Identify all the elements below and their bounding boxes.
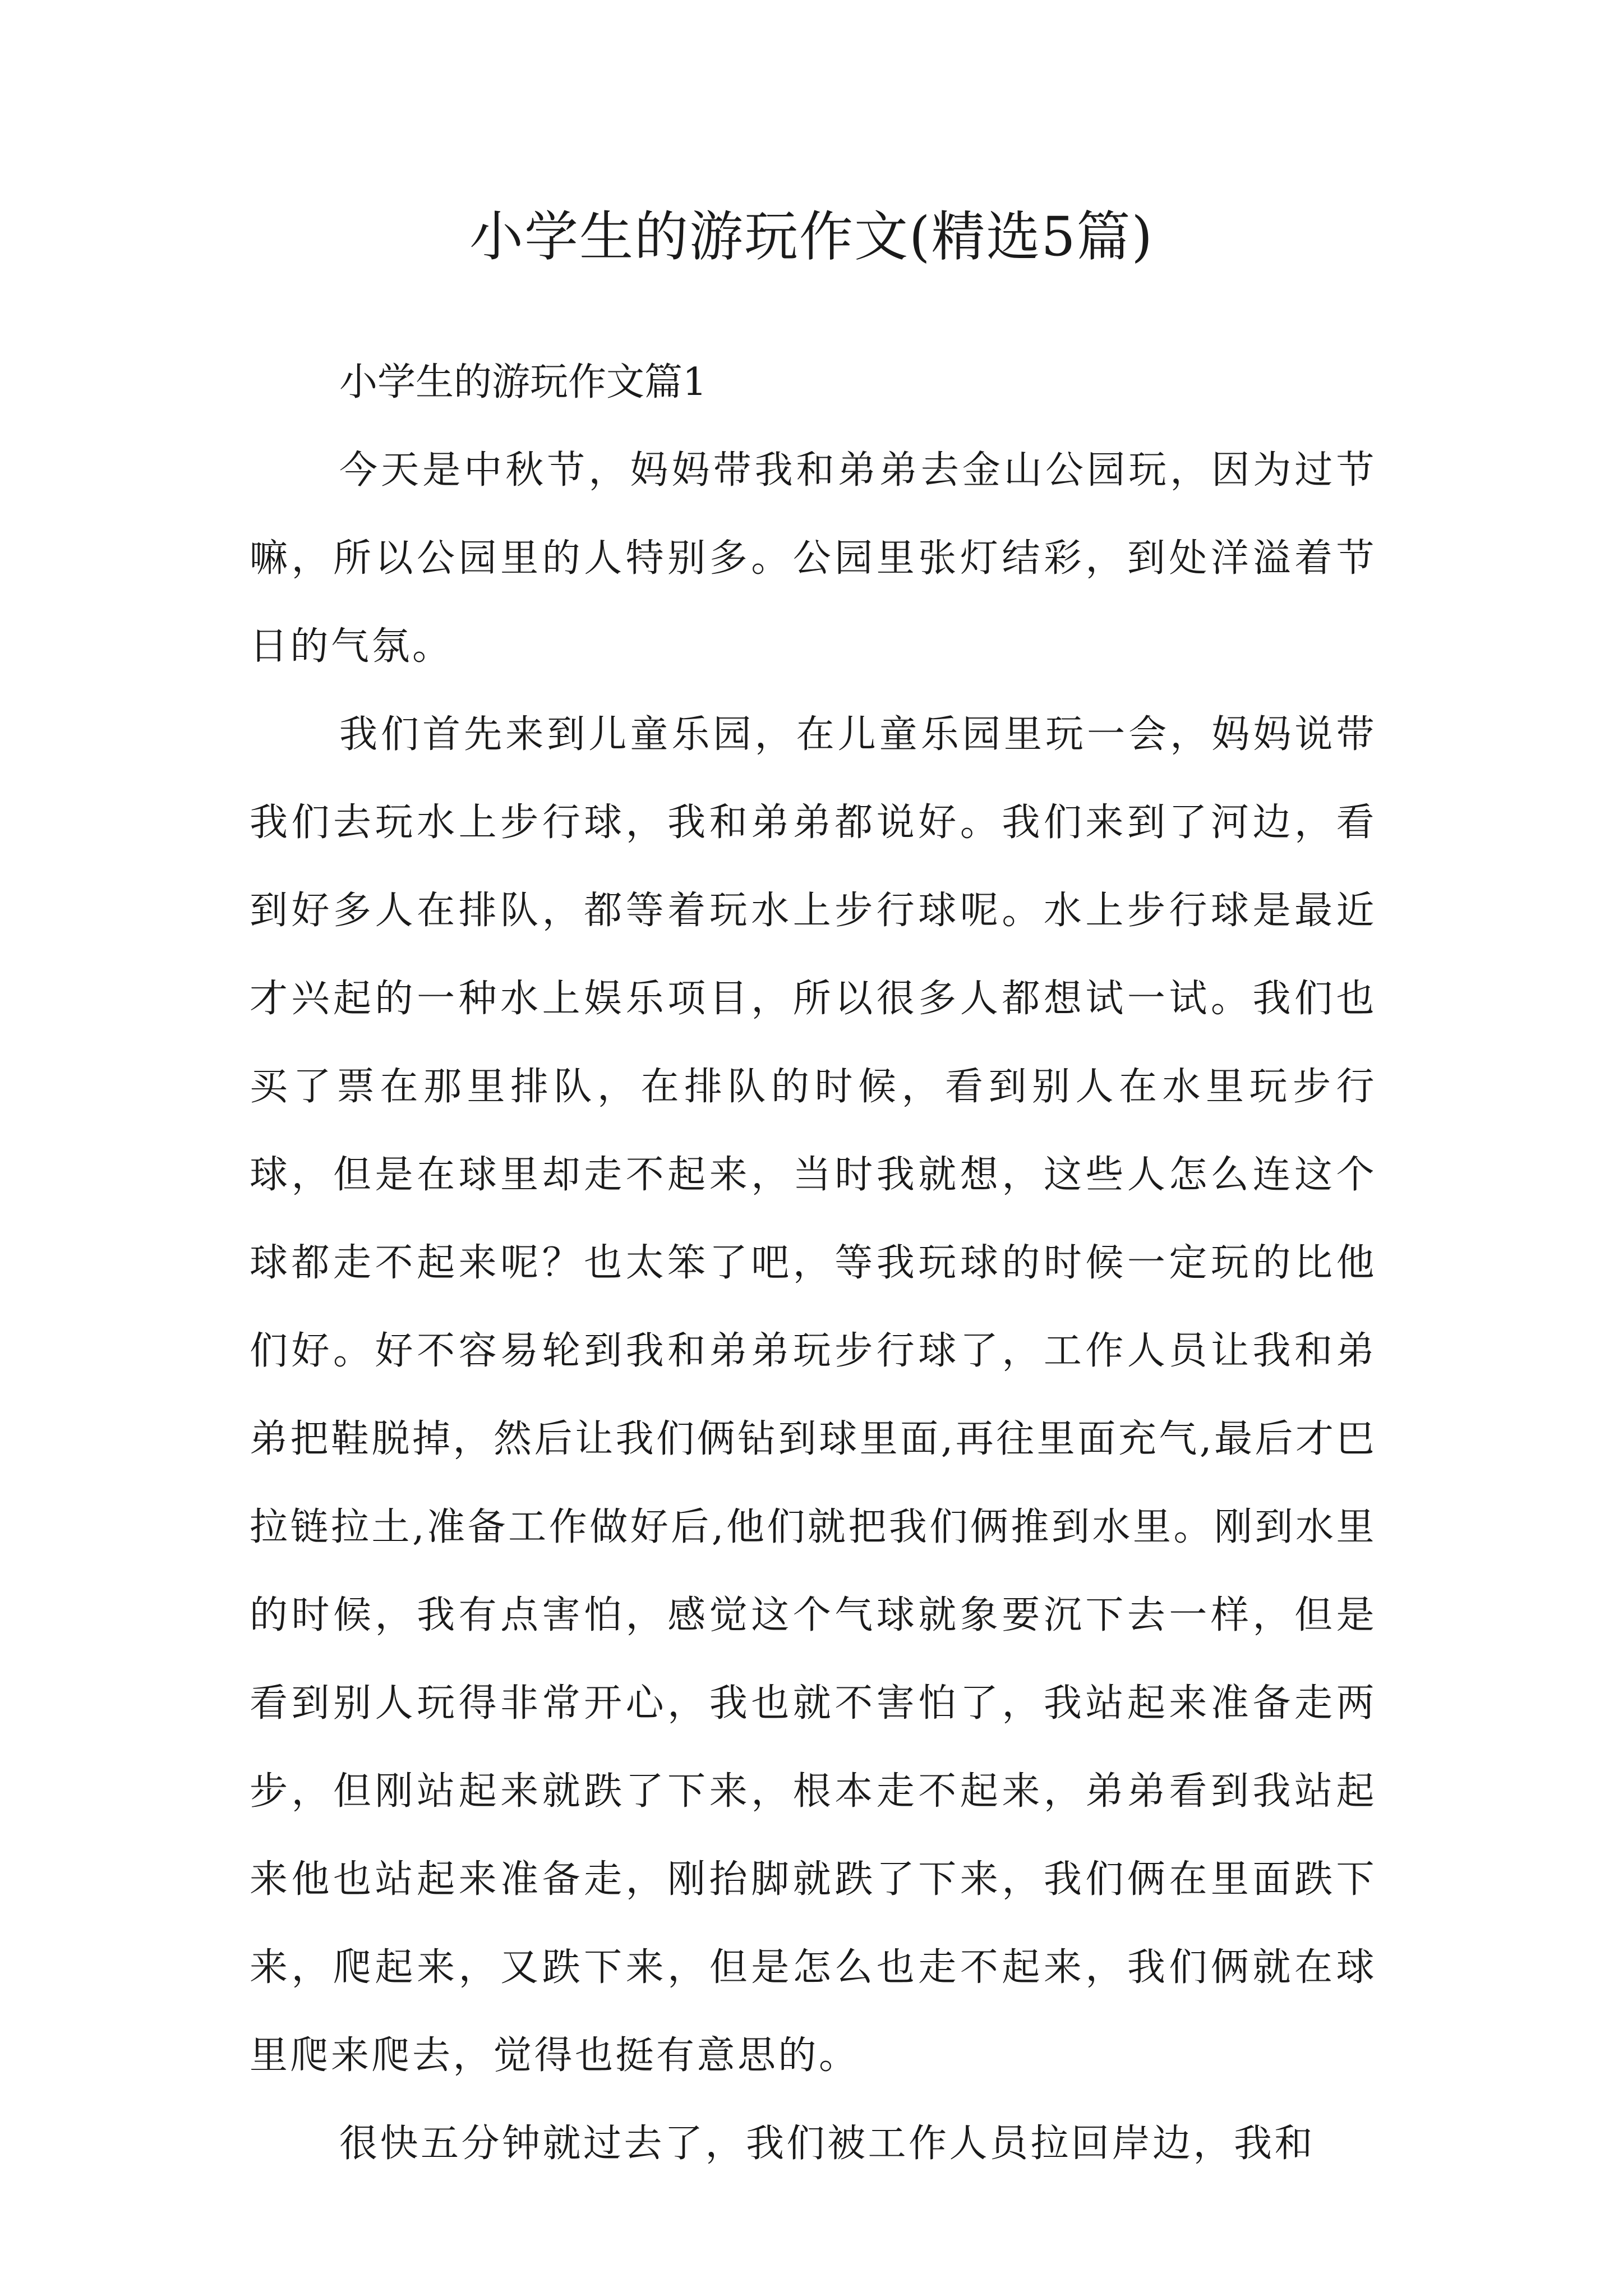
section-heading: 小学生的游玩作文篇1 [339,360,707,404]
paragraph-2: 我们首先来到儿童乐园，在儿童乐园里玩一会，妈妈说带我们去玩水上步行球，我和弟弟都说好。我们来到了河边，看到好多人在排队，都等着玩水上步行球呢。水上步行球是最近才兴起的一种水上娱乐项目，所以很多人都想试一试。我们也买了票在那里排队，在排队的时候，看到别人在水里玩步行球，但是在球里却走不起来，当时我就想，这些人怎么连这个球都走不起来呢？也太笨了吧，等我玩球的时候一定玩的比他们好。好不容易轮到我和弟弟玩步行球了，工作人员让我和弟弟把鞋脱掉，然后让我们俩钻到球里面,再往里面充气,最后才巴拉链拉土,准备工作做好后,他们就把我们俩推到水里。刚到水里的时候，我有点害怕，感觉这个气球就象要沉下去一样，但是看到别人玩得非常开心，我也就不害怕了，我站起来准备走两步，但刚站起来就跌了下来，根本走不起来，弟弟看到我站起来他也站起来准备走，刚抬脚就跌了下来，我们俩在里面跌下来，爬起来，又跌下来，但是怎么也走不起来，我们俩就在球里爬来爬去，觉得也挺有意思的。 [250,712,1377,2078]
document-body [250,338,1377,2188]
paragraph-3: 很快五分钟就过去了，我们被工作人员拉回岸边，我和 [339,2122,1316,2166]
document-title: 小学生的游玩作文(精选5篇) [469,205,1154,268]
paragraph-1: 今天是中秋节，妈妈带我和弟弟去金山公园玩，因为过节嘛，所以公园里的人特别多。公园里张灯结彩，到处洋溢着节日的气氛。 [250,448,1377,669]
